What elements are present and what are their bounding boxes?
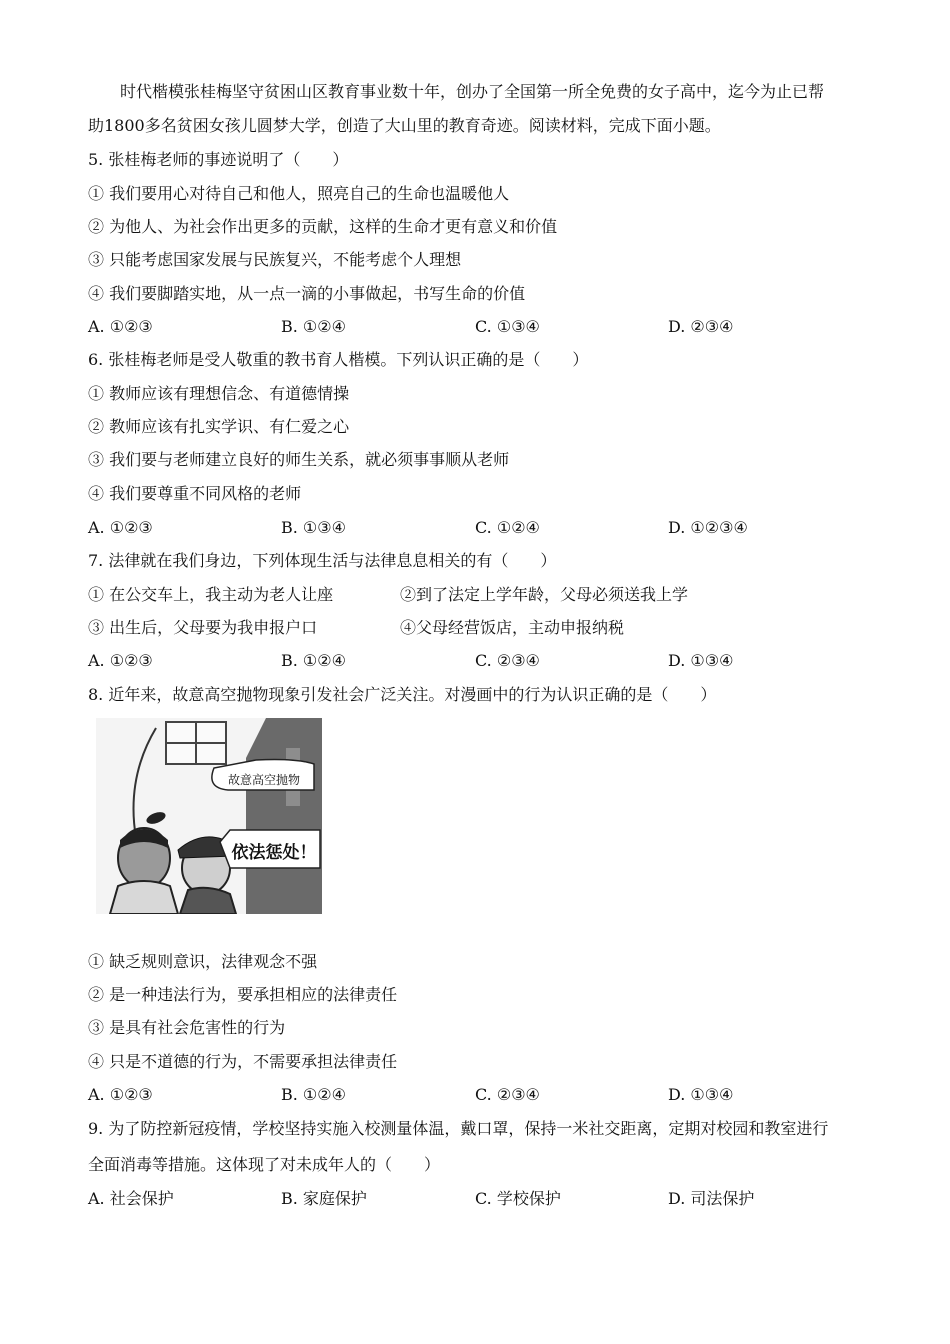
q5-option-c: C. ①③④ [475, 317, 540, 336]
intro-line-2: 助1800多名贫困女孩儿圆梦大学，创造了大山里的教育奇迹。阅读材料，完成下面小题。 [88, 116, 721, 135]
q8-cartoon-caption: 依法惩处！ [231, 843, 317, 863]
q6-options [88, 518, 868, 538]
q6-item-3: ③ 我们要与老师建立良好的师生关系，就必须事事顺从老师 [88, 450, 510, 469]
q6-item-1: ① 教师应该有理想信念、有道德情操 [88, 384, 350, 403]
q5-item-3: ③ 只能考虑国家发展与民族复兴，不能考虑个人理想 [88, 250, 462, 269]
q5-item-2: ② 为他人、为社会作出更多的贡献，这样的生命才更有意义和价值 [88, 217, 558, 236]
q5-item-1: ① 我们要用心对待自己和他人，照亮自己的生命也温暖他人 [88, 184, 510, 203]
q5-stem: 5. 张桂梅老师的事迹说明了（ ） [88, 150, 349, 169]
q9-options [88, 1189, 868, 1209]
q5-option-b: B. ①②④ [281, 317, 346, 336]
q8-cartoon-sign: 故意高空抛物 [227, 773, 301, 787]
q7-item-4: ④父母经营饭店，主动申报纳税 [400, 618, 625, 637]
q8-cartoon-image [96, 718, 322, 914]
q9-option-a: A. 社会保护 [88, 1189, 174, 1208]
q9-stem-line-2: 全面消毒等措施。这体现了对未成年人的（ ） [88, 1155, 441, 1174]
q5-options [88, 317, 868, 337]
q8-item-4: ④ 只是不道德的行为，不需要承担法律责任 [88, 1052, 398, 1071]
q7-item-3: ③ 出生后，父母要为我申报户口 [88, 618, 318, 637]
q8-option-c: C. ②③④ [475, 1085, 540, 1104]
q8-item-1: ① 缺乏规则意识，法律观念不强 [88, 952, 318, 971]
q6-item-4: ④ 我们要尊重不同风格的老师 [88, 484, 302, 503]
q9-stem-line-1: 9. 为了防控新冠疫情，学校坚持实施入校测量体温，戴口罩，保持一米社交距离，定期对校园和教室进行 [88, 1119, 829, 1138]
q7-stem: 7. 法律就在我们身边，下列体现生活与法律息息相关的有（ ） [88, 551, 557, 570]
q6-stem: 6. 张桂梅老师是受人敬重的教书育人楷模。下列认识正确的是（ ） [88, 350, 589, 369]
q6-option-d: D. ①②③④ [668, 518, 748, 537]
q5-item-4: ④ 我们要脚踏实地，从一点一滴的小事做起，书写生命的价值 [88, 284, 526, 303]
q6-option-c: C. ①②④ [475, 518, 540, 537]
q8-option-b: B. ①②④ [281, 1085, 346, 1104]
q7-option-a: A. ①②③ [88, 651, 153, 670]
q8-options [88, 1085, 868, 1105]
q9-option-b: B. 家庭保护 [281, 1189, 367, 1208]
q9-option-c: C. 学校保护 [475, 1189, 561, 1208]
q8-item-3: ③ 是具有社会危害性的行为 [88, 1018, 286, 1037]
q8-item-2: ② 是一种违法行为，要承担相应的法律责任 [88, 985, 398, 1004]
q7-option-d: D. ①③④ [668, 651, 734, 670]
q9-option-d: D. 司法保护 [668, 1189, 755, 1208]
q6-item-2: ② 教师应该有扎实学识、有仁爱之心 [88, 417, 350, 436]
intro-line-1: 时代楷模张桂梅坚守贫困山区教育事业数十年，创办了全国第一所全免费的女子高中，迄今为止已帮 [120, 82, 825, 101]
q8-stem: 8. 近年来，故意高空抛物现象引发社会广泛关注。对漫画中的行为认识正确的是（ ） [88, 685, 717, 704]
q7-options [88, 651, 868, 671]
q6-option-a: A. ①②③ [88, 518, 153, 537]
q7-item-1: ① 在公交车上，我主动为老人让座 [88, 585, 334, 604]
q5-option-d: D. ②③④ [668, 317, 734, 336]
q8-option-a: A. ①②③ [88, 1085, 153, 1104]
q6-option-b: B. ①③④ [281, 518, 346, 537]
q7-option-c: C. ②③④ [475, 651, 540, 670]
q7-item-2: ②到了法定上学年龄，父母必须送我上学 [400, 585, 689, 604]
q5-option-a: A. ①②③ [88, 317, 153, 336]
q8-option-d: D. ①③④ [668, 1085, 734, 1104]
q7-option-b: B. ①②④ [281, 651, 346, 670]
